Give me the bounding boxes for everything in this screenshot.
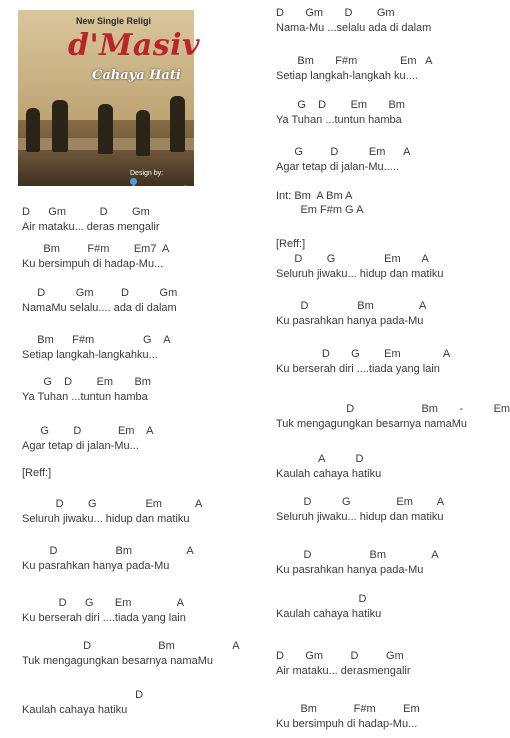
chord-line: Bm F#m G A bbox=[22, 334, 171, 346]
band-logo: d'Masiv bbox=[68, 28, 201, 63]
credit-handle: @mamangsuryadi bbox=[130, 186, 187, 194]
cover-credit bbox=[130, 170, 194, 194]
section-label: [Reff:] bbox=[276, 238, 306, 250]
lyric-line: Kaulah cahaya hatiku bbox=[276, 468, 382, 480]
lyric-line: Nama-Mu ...selalu ada di dalam bbox=[276, 22, 432, 34]
chord-line: D Bm A bbox=[276, 300, 427, 312]
lyric-line: Seluruh jiwaku... hidup dan matiku bbox=[276, 268, 444, 280]
lyric-line: Ku pasrahkan hanya pada-Mu bbox=[276, 564, 424, 576]
lyric-line: Seluruh jiwaku... hidup dan matiku bbox=[22, 513, 190, 525]
lyric-line: Setiap langkah-langkah ku.... bbox=[276, 70, 418, 82]
album-cover bbox=[18, 10, 201, 194]
chord-line: G D Em A bbox=[276, 146, 411, 158]
chord-line: D Gm D Gm bbox=[22, 287, 178, 299]
chord-line: D bbox=[22, 689, 144, 701]
lyric-line: Tuk mengagungkan besarnya namaMu bbox=[276, 418, 467, 430]
chord-line: G D Em Bm bbox=[276, 99, 405, 111]
chord-line: Bm F#m Em bbox=[276, 703, 420, 715]
chord-line: A D bbox=[276, 453, 364, 465]
lyric-line: Agar tetap di jalan-Mu... bbox=[22, 440, 139, 452]
chord-line: D Gm D Gm bbox=[276, 7, 395, 19]
lyric-line: Ku berserah diri ....tiada yang lain bbox=[276, 363, 440, 375]
chord-line: D Bm A bbox=[22, 640, 240, 652]
band-member-4 bbox=[136, 110, 150, 156]
lyric-line: Ku bersimpuh di hadap-Mu... bbox=[22, 258, 164, 270]
lyric-line: Ku pasrahkan hanya pada-Mu bbox=[276, 315, 424, 327]
lyric-line: Ku berserah diri ....tiada yang lain bbox=[22, 612, 186, 624]
chord-line: Bm F#m Em7 A bbox=[22, 243, 170, 255]
lyric-line: Kaulah cahaya hatiku bbox=[22, 704, 128, 716]
chord-line: D Gm D Gm bbox=[22, 206, 150, 218]
band-member-2 bbox=[52, 100, 68, 152]
chord-line: G D Em A bbox=[22, 425, 154, 437]
chord-line: D Bm A bbox=[276, 549, 439, 561]
lyric-line: Ku bersimpuh di hadap-Mu... bbox=[276, 718, 418, 730]
chord-line: D Bm A bbox=[22, 545, 194, 557]
chord-line: D G Em A bbox=[276, 496, 445, 508]
section-label: [Reff:] bbox=[22, 467, 52, 479]
band-member-5 bbox=[170, 96, 185, 152]
credit-label: Design by: bbox=[130, 170, 164, 177]
band-member-1 bbox=[26, 108, 40, 152]
lyric-line: Kaulah cahaya hatiku bbox=[276, 608, 382, 620]
song-title: Cahaya Hati bbox=[92, 68, 181, 83]
lyric-line: Ya Tuhan ...tuntun hamba bbox=[276, 114, 402, 126]
lyric-line: Ku pasrahkan hanya pada-Mu bbox=[22, 560, 170, 572]
chord-line: D bbox=[276, 593, 367, 605]
chord-line: D G Em A bbox=[22, 597, 184, 609]
chord-line: D Gm D Gm bbox=[276, 650, 404, 662]
chord-line: Bm F#m Em A bbox=[276, 55, 433, 67]
chord-line: D G Em A bbox=[276, 348, 451, 360]
lyric-line: Ya Tuhan ...tuntun hamba bbox=[22, 391, 148, 403]
intro-line: Em F#m G A bbox=[276, 204, 364, 216]
lyric-line: Air mataku... deras mengalir bbox=[22, 221, 160, 233]
band-member-3 bbox=[98, 104, 113, 154]
intro-line: Int: Bm A Bm A bbox=[276, 190, 353, 202]
twitter-icon bbox=[130, 178, 137, 185]
chord-line: D G Em A bbox=[276, 253, 429, 265]
lyric-line: Seluruh jiwaku... hidup dan matiku bbox=[276, 511, 444, 523]
lyric-line: Air mataku... derasmengalir bbox=[276, 665, 411, 677]
cover-top-text: New Single Religi bbox=[76, 16, 152, 26]
chord-line: G D Em Bm bbox=[22, 376, 151, 388]
lyric-line: Agar tetap di jalan-Mu..... bbox=[276, 161, 399, 173]
chord-line: D G Em A bbox=[22, 498, 203, 510]
lyric-line: Setiap langkah-langkahku... bbox=[22, 349, 158, 361]
lyric-line: NamaMu selalu.... ada di dalam bbox=[22, 302, 177, 314]
lyric-line: Tuk mengagungkan besarnya namaMu bbox=[22, 655, 213, 667]
chord-line: D Bm - Em bbox=[276, 403, 510, 415]
